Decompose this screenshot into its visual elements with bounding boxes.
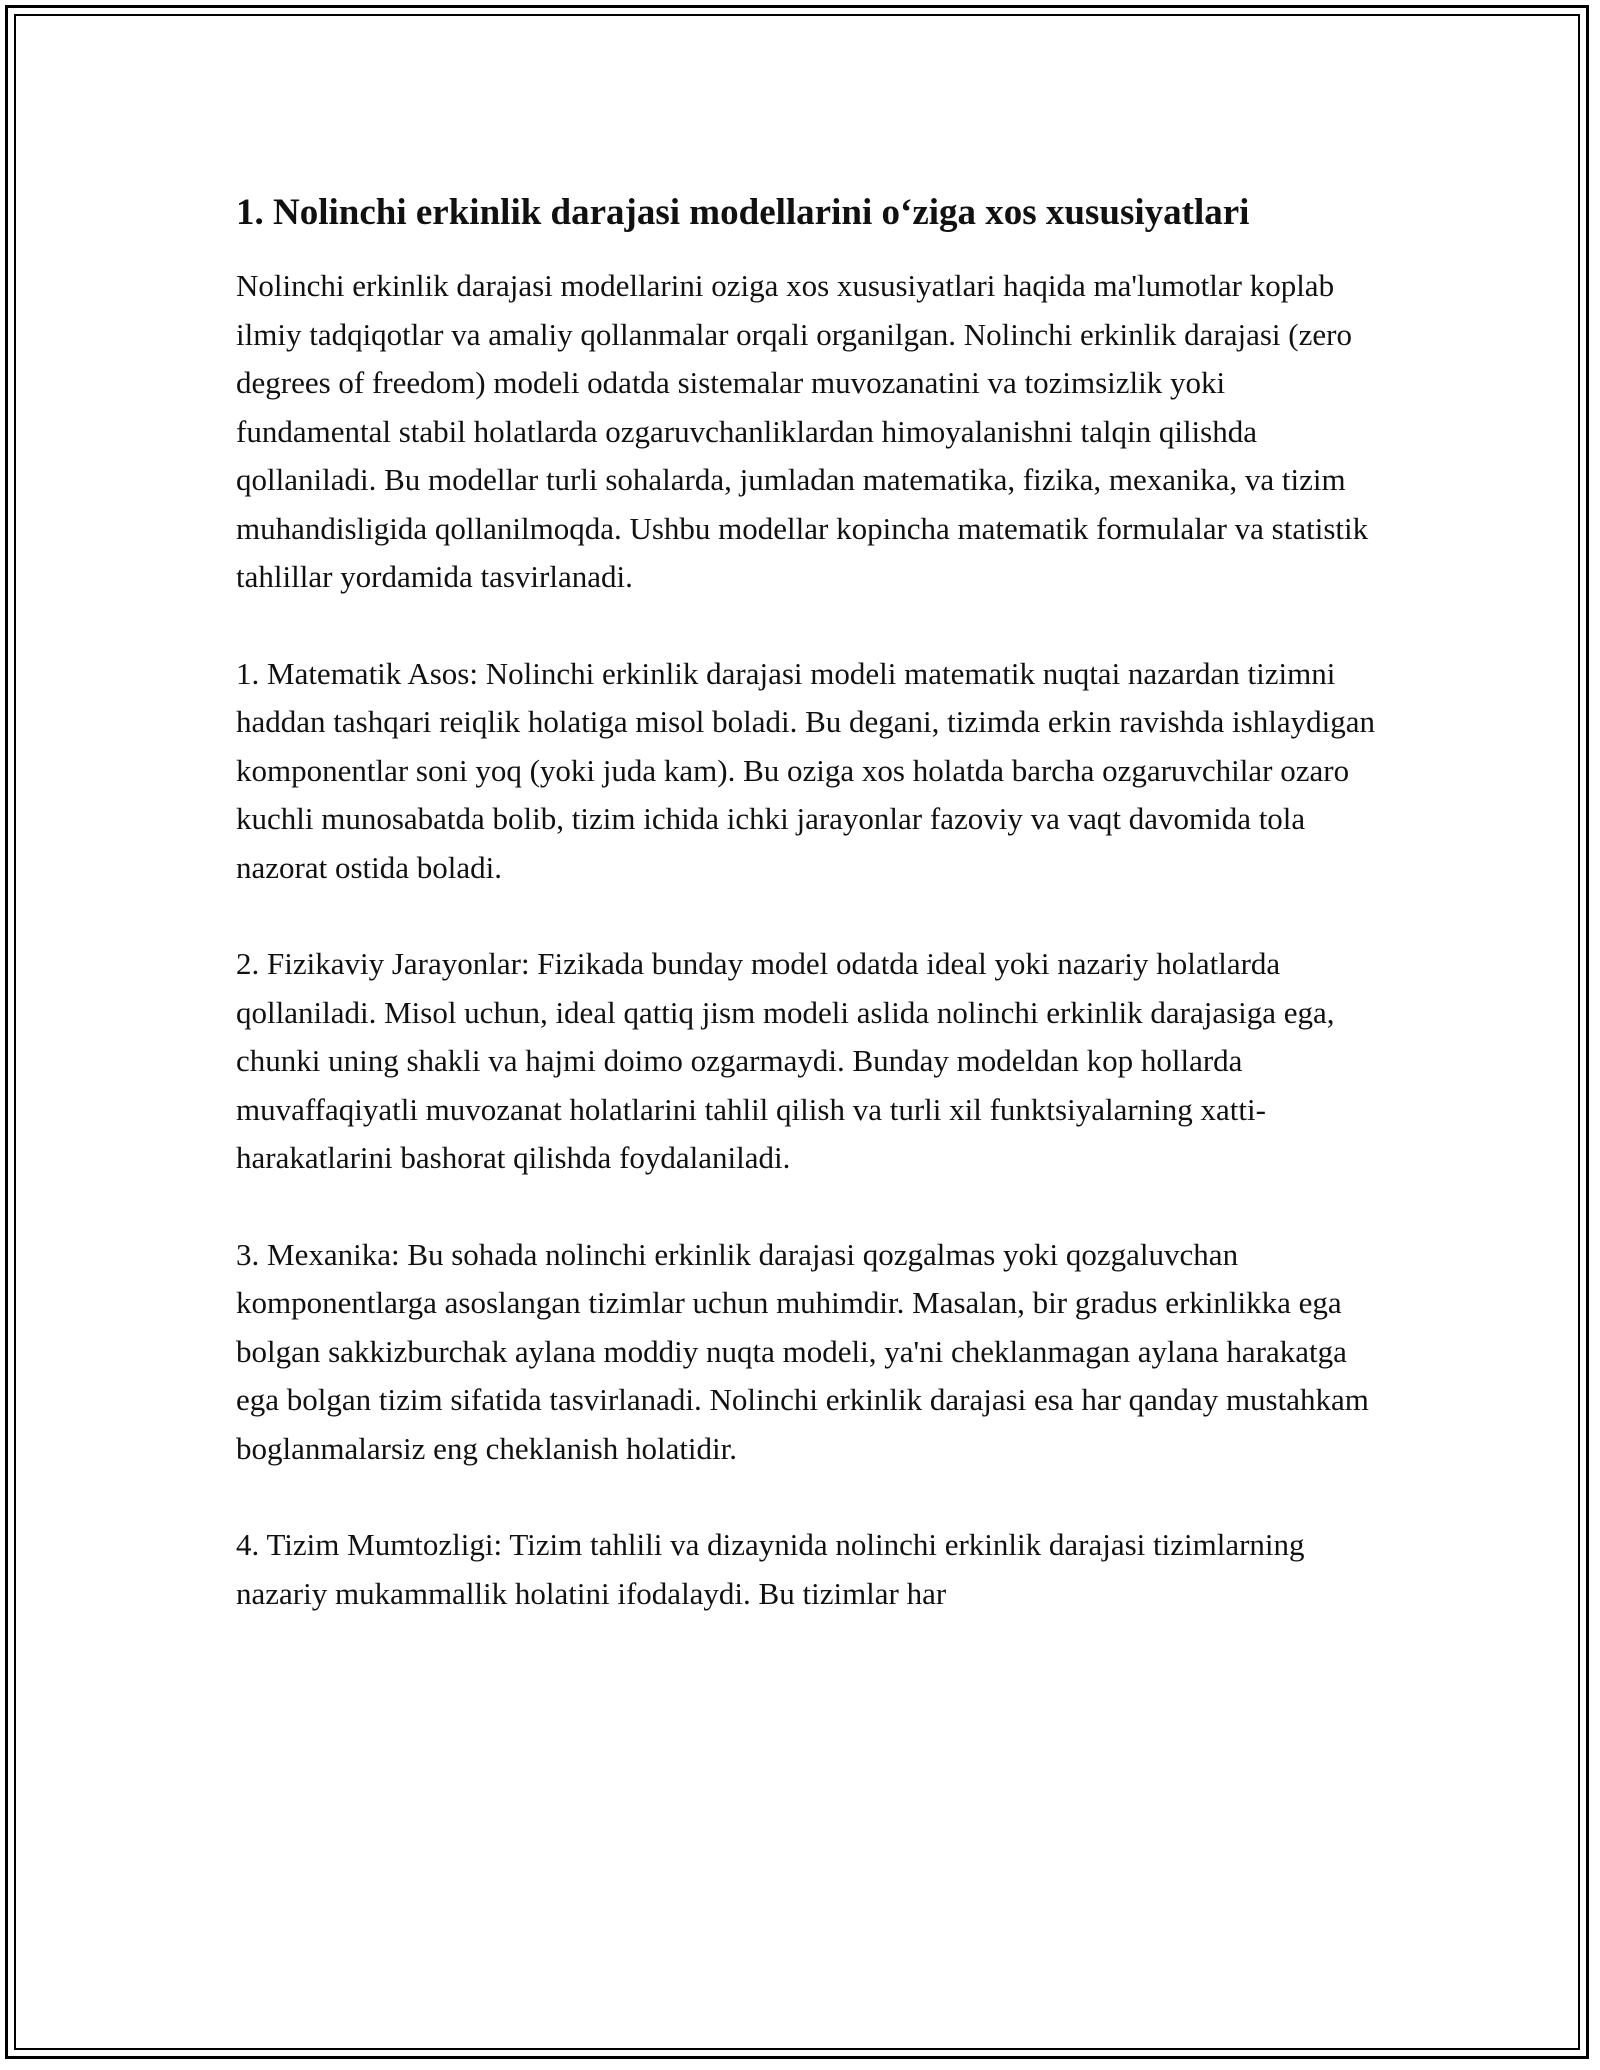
document-body (236, 186, 1386, 1666)
paragraph-mexanika: 3. Mexanika: Bu sohada nolinchi erkinlik darajasi qozgalmas yoki qozgaluvchan komponentlarga asoslangan tizimlar uchun muhimdir. Masalan, bir gradus erkinlikka ega bolgan sakkizburchak aylana moddiy nuqta modeli, ya'ni cheklanmagan aylana harakatga ega bolgan tizim sifatida tasvirlanadi. Nolinchi erkinlik darajasi esa har qanday mustahkam boglanmalarsiz eng cheklanish holatidir. (236, 1236, 1369, 1466)
intro-paragraph: Nolinchi erkinlik darajasi modellarini oziga xos xususiyatlari haqida ma'lumotlar koplab ilmiy tadqiqotlar va amaliy qollanmalar orqali organilgan. Nolinchi erkinlik darajasi (zero degrees of freedom) modeli odatda sistemalar muvozanatini va tozimsizlik yoki fundamental stabil holatlarda ozgaruvchanliklardan himoyalanishni talqin qilishda qollaniladi. Bu modellar turli sohalarda, jumladan matematika, fizika, mexanika, va tizim muhandisligida qollanilmoqda. Ushbu modellar kopincha matematik formulalar va statistik tahlillar yordamida tasvirlanadi. (236, 268, 1369, 594)
paragraph-matematik-asos: 1. Matematik Asos: Nolinchi erkinlik darajasi modeli matematik nuqtai nazardan tizimni haddan tashqari reiqlik holatiga misol boladi. Bu degani, tizimda erkin ravishda ishlaydigan komponentlar soni yoq (yoki juda kam). Bu oziga xos holatda barcha ozgaruvchilar ozaro kuchli munosabatda bolib, tizim ichida ichki jarayonlar fazoviy va vaqt davomida tola nazorat ostida boladi. (236, 655, 1375, 885)
section-heading: 1. Nolinchi erkinlik darajasi modellarini o‘ziga xos xususiyatlari (236, 192, 1250, 233)
paragraph-fizikaviy-jarayonlar: 2. Fizikaviy Jarayonlar: Fizikada bunday model odatda ideal yoki nazariy holatlarda qollaniladi. Misol uchun, ideal qattiq jism modeli aslida nolinchi erkinlik darajasiga ega, chunki uning shakli va hajmi doimo ozgarmaydi. Bunday modeldan kop hollarda muvaffaqiyatli muvozanat holatlarini tahlil qilish va turli xil funktsiyalarning xatti-harakatlarini bashorat qilishda foydalaniladi. (236, 946, 1335, 1175)
paragraph-tizim-mumtozligi: 4. Tizim Mumtozligi: Tizim tahlili va dizaynida nolinchi erkinlik darajasi tizimlarning nazariy mukammallik holatini ifodalaydi. Bu tizimlar har (236, 1527, 1305, 1611)
